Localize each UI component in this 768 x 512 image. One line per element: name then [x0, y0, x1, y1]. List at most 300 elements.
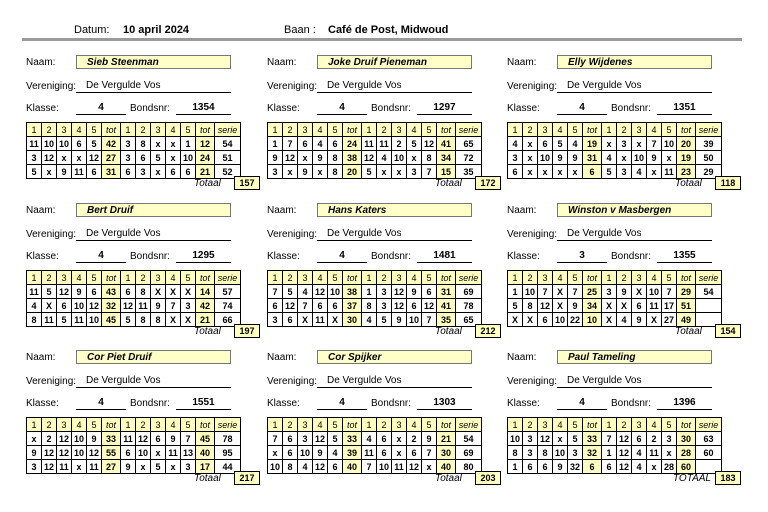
- score-cell: [696, 299, 722, 313]
- score-cell: 3: [407, 165, 422, 179]
- score-cell: x: [568, 165, 583, 179]
- klasse-label: Klasse:: [507, 103, 540, 114]
- player-scorecard: [267, 55, 503, 199]
- score-row: [27, 446, 241, 460]
- score-cell: 10: [508, 432, 523, 446]
- score-row: [508, 460, 722, 474]
- column-header: 5: [181, 271, 196, 285]
- bondsnr-value: 1303: [417, 396, 472, 410]
- score-cell: 3: [377, 299, 392, 313]
- bondsnr-label: Bondsnr:: [130, 398, 171, 409]
- club-name: De Vergulde Vos: [557, 374, 712, 388]
- column-header: 4: [313, 418, 328, 432]
- score-row: [268, 137, 482, 151]
- score-cell: 3: [27, 151, 42, 165]
- score-cell: 10: [268, 460, 283, 474]
- score-cell: 3: [27, 460, 42, 474]
- score-cell: 12: [57, 446, 72, 460]
- bondsnr-value: 1354: [176, 101, 231, 115]
- naam-label: Naam:: [26, 205, 56, 216]
- naam-label: Naam:: [26, 57, 56, 68]
- score-cell: 69: [456, 285, 482, 299]
- score-cell: 9: [298, 165, 313, 179]
- score-cell: 4: [632, 165, 647, 179]
- totaal-label: Totaal: [435, 178, 462, 189]
- score-cell: 8: [283, 460, 298, 474]
- score-row: [268, 313, 482, 327]
- score-cell: 30: [677, 432, 696, 446]
- score-cell: x: [422, 460, 437, 474]
- score-cell: 6: [72, 137, 87, 151]
- player-name: Bert Druif: [76, 203, 231, 217]
- player-total: 183: [715, 471, 741, 485]
- score-cell: 6: [87, 165, 102, 179]
- column-header: 5: [328, 271, 343, 285]
- score-row: [27, 299, 241, 313]
- column-header: 1: [602, 418, 617, 432]
- score-cell: 33: [343, 432, 362, 446]
- column-header: serie: [456, 271, 482, 285]
- klasse-label: Klasse:: [26, 103, 59, 114]
- score-cell: 5: [121, 313, 136, 327]
- club-name: De Vergulde Vos: [317, 374, 472, 388]
- score-cell: 7: [538, 285, 553, 299]
- bondsnr-value: 1295: [176, 249, 231, 263]
- score-cell: 11: [392, 460, 407, 474]
- score-header-row: [268, 418, 482, 432]
- score-cell: 74: [215, 299, 241, 313]
- score-cell: x: [283, 165, 298, 179]
- vereniging-label: Vereniging:: [26, 229, 77, 240]
- score-cell: x: [647, 165, 662, 179]
- score-cell: 69: [456, 446, 482, 460]
- score-row: [27, 313, 241, 327]
- column-header: 2: [377, 123, 392, 137]
- score-cell: X: [166, 285, 181, 299]
- column-header: tot: [343, 271, 362, 285]
- score-cell: 12: [87, 446, 102, 460]
- score-cell: 3: [181, 299, 196, 313]
- score-cell: 42: [102, 137, 121, 151]
- score-cell: 6: [313, 299, 328, 313]
- player-name: Hans Katers: [317, 203, 472, 217]
- score-cell: 6: [583, 165, 602, 179]
- column-header: 1: [602, 271, 617, 285]
- score-header-row: [268, 123, 482, 137]
- vereniging-label: Vereniging:: [26, 376, 77, 387]
- naam-label: Naam:: [267, 57, 297, 68]
- score-row: [508, 432, 722, 446]
- score-cell: 32: [568, 460, 583, 474]
- score-cell: 12: [42, 446, 57, 460]
- score-cell: 11: [57, 460, 72, 474]
- score-cell: 6: [328, 299, 343, 313]
- column-header: 3: [57, 123, 72, 137]
- score-row: [27, 460, 241, 474]
- column-header: 1: [362, 271, 377, 285]
- score-cell: 9: [392, 313, 407, 327]
- column-header: 1: [121, 123, 136, 137]
- klasse-label: Klasse:: [267, 103, 300, 114]
- column-header: 4: [553, 123, 568, 137]
- column-header: serie: [696, 123, 722, 137]
- score-cell: x: [553, 432, 568, 446]
- column-header: 1: [27, 418, 42, 432]
- klasse-value: 4: [557, 101, 607, 115]
- score-cell: 40: [196, 446, 215, 460]
- totaal-label: Totaal: [194, 178, 221, 189]
- column-header: 4: [407, 418, 422, 432]
- column-header: serie: [215, 123, 241, 137]
- column-header: 5: [87, 123, 102, 137]
- score-row: [508, 446, 722, 460]
- score-cell: x: [42, 165, 57, 179]
- score-cell: 7: [268, 432, 283, 446]
- column-header: 1: [268, 418, 283, 432]
- column-header: 3: [392, 271, 407, 285]
- score-cell: x: [27, 432, 42, 446]
- column-header: 4: [166, 123, 181, 137]
- column-header: 5: [662, 418, 677, 432]
- column-header: 2: [136, 418, 151, 432]
- score-cell: x: [662, 151, 677, 165]
- score-cell: 5: [407, 137, 422, 151]
- score-table: [267, 270, 482, 327]
- score-cell: 10: [72, 446, 87, 460]
- score-cell: x: [72, 460, 87, 474]
- score-cell: x: [392, 432, 407, 446]
- score-cell: 14: [196, 285, 215, 299]
- score-cell: 6: [136, 151, 151, 165]
- score-cell: 11: [27, 285, 42, 299]
- score-cell: 21: [196, 313, 215, 327]
- score-row: [508, 165, 722, 179]
- column-header: 3: [632, 418, 647, 432]
- score-cell: 23: [677, 165, 696, 179]
- score-row: [268, 285, 482, 299]
- score-cell: 72: [456, 151, 482, 165]
- score-cell: x: [523, 165, 538, 179]
- player-total: 217: [234, 471, 260, 485]
- score-cell: 60: [677, 460, 696, 474]
- column-header: 2: [617, 271, 632, 285]
- player-scorecard: [507, 55, 743, 199]
- column-header: 4: [72, 418, 87, 432]
- score-row: [27, 165, 241, 179]
- score-cell: X: [617, 299, 632, 313]
- column-header: 4: [313, 271, 328, 285]
- score-cell: 6: [538, 460, 553, 474]
- column-header: 2: [42, 418, 57, 432]
- score-cell: 10: [181, 151, 196, 165]
- score-cell: 31: [583, 151, 602, 165]
- score-cell: 10: [57, 137, 72, 151]
- player-scorecard: [267, 350, 503, 494]
- score-cell: x: [392, 446, 407, 460]
- score-cell: 55: [102, 446, 121, 460]
- column-header: 2: [523, 123, 538, 137]
- score-table: [507, 270, 722, 327]
- club-name: De Vergulde Vos: [76, 374, 231, 388]
- score-cell: 7: [662, 285, 677, 299]
- score-cell: 8: [136, 313, 151, 327]
- score-row: [268, 151, 482, 165]
- score-cell: 6: [151, 432, 166, 446]
- column-header: 4: [553, 418, 568, 432]
- score-cell: 6: [283, 313, 298, 327]
- score-table: [26, 122, 241, 179]
- score-cell: 8: [538, 446, 553, 460]
- column-header: 2: [617, 418, 632, 432]
- score-cell: 7: [422, 313, 437, 327]
- score-cell: 6: [523, 460, 538, 474]
- klasse-value: 4: [76, 101, 126, 115]
- player-name: Joke Druif Pieneman: [317, 55, 472, 69]
- score-cell: 6: [328, 460, 343, 474]
- totaal-label: Totaal: [675, 178, 702, 189]
- column-header: 3: [151, 271, 166, 285]
- score-cell: 1: [268, 137, 283, 151]
- score-header-row: [508, 271, 722, 285]
- column-header: 1: [27, 271, 42, 285]
- score-cell: 9: [121, 460, 136, 474]
- score-cell: 4: [508, 137, 523, 151]
- score-cell: x: [151, 446, 166, 460]
- column-header: tot: [677, 123, 696, 137]
- score-cell: 10: [662, 137, 677, 151]
- player-name: Paul Tameling: [557, 350, 712, 364]
- score-cell: 51: [215, 151, 241, 165]
- score-cell: 10: [523, 285, 538, 299]
- column-header: 4: [313, 123, 328, 137]
- score-cell: x: [632, 137, 647, 151]
- score-cell: 29: [696, 165, 722, 179]
- score-cell: 5: [57, 313, 72, 327]
- score-cell: 6: [377, 446, 392, 460]
- bondsnr-label: Bondsnr:: [130, 251, 171, 262]
- score-cell: 6: [602, 460, 617, 474]
- score-cell: 9: [632, 313, 647, 327]
- score-cell: 12: [422, 299, 437, 313]
- club-name: De Vergulde Vos: [317, 79, 472, 93]
- naam-label: Naam:: [507, 352, 537, 363]
- score-cell: 6: [57, 299, 72, 313]
- score-cell: 8: [508, 446, 523, 460]
- column-header: tot: [102, 418, 121, 432]
- column-header: 2: [283, 418, 298, 432]
- score-cell: 21: [196, 165, 215, 179]
- score-cell: X: [166, 313, 181, 327]
- score-cell: 24: [196, 151, 215, 165]
- score-cell: 4: [602, 151, 617, 165]
- score-cell: 32: [583, 446, 602, 460]
- column-header: 4: [72, 271, 87, 285]
- score-cell: 10: [647, 285, 662, 299]
- score-cell: 21: [437, 432, 456, 446]
- bondsnr-label: Bondsnr:: [611, 103, 652, 114]
- score-cell: 3: [508, 151, 523, 165]
- score-cell: 78: [456, 299, 482, 313]
- column-header: tot: [583, 123, 602, 137]
- score-cell: X: [42, 299, 57, 313]
- score-cell: X: [553, 299, 568, 313]
- score-cell: X: [298, 313, 313, 327]
- score-cell: 40: [437, 460, 456, 474]
- player-name: Winston v Masbergen: [557, 203, 712, 217]
- column-header: tot: [677, 271, 696, 285]
- datum-label: Datum:: [74, 24, 110, 36]
- score-cell: 10: [136, 446, 151, 460]
- score-cell: 12: [617, 432, 632, 446]
- score-table: [267, 122, 482, 179]
- score-cell: 4: [313, 137, 328, 151]
- totaal-label: TOTAAL: [673, 473, 711, 484]
- bondsnr-value: 1355: [657, 249, 712, 263]
- column-header: tot: [196, 123, 215, 137]
- klasse-value: 4: [557, 396, 607, 410]
- score-cell: 54: [456, 432, 482, 446]
- score-cell: 28: [662, 460, 677, 474]
- column-header: 3: [57, 418, 72, 432]
- score-cell: X: [553, 285, 568, 299]
- club-name: De Vergulde Vos: [557, 79, 712, 93]
- score-cell: 5: [602, 165, 617, 179]
- header-divider: [22, 38, 742, 41]
- bondsnr-value: 1551: [176, 396, 231, 410]
- score-header-row: [268, 271, 482, 285]
- score-header-row: [508, 418, 722, 432]
- score-cell: 3: [121, 137, 136, 151]
- bondsnr-value: 1297: [417, 101, 472, 115]
- score-cell: 1: [181, 137, 196, 151]
- score-cell: 42: [196, 299, 215, 313]
- score-cell: 11: [27, 137, 42, 151]
- score-cell: 45: [102, 313, 121, 327]
- column-header: 5: [662, 123, 677, 137]
- column-header: 5: [422, 418, 437, 432]
- score-header-row: [27, 271, 241, 285]
- score-cell: 11: [647, 299, 662, 313]
- klasse-label: Klasse:: [26, 251, 59, 262]
- score-header-row: [27, 123, 241, 137]
- score-cell: x: [538, 165, 553, 179]
- score-cell: 3: [523, 446, 538, 460]
- score-cell: x: [617, 151, 632, 165]
- klasse-value: 4: [76, 396, 126, 410]
- column-header: 1: [508, 271, 523, 285]
- column-header: 4: [166, 271, 181, 285]
- score-cell: 3: [136, 165, 151, 179]
- score-cell: x: [392, 165, 407, 179]
- club-name: De Vergulde Vos: [76, 79, 231, 93]
- score-cell: 19: [677, 151, 696, 165]
- score-cell: 5: [87, 137, 102, 151]
- score-cell: 4: [328, 446, 343, 460]
- column-header: 1: [508, 123, 523, 137]
- score-cell: x: [662, 446, 677, 460]
- score-cell: 11: [72, 313, 87, 327]
- score-cell: 9: [568, 151, 583, 165]
- score-cell: 12: [87, 151, 102, 165]
- bondsnr-value: 1396: [657, 396, 712, 410]
- column-header: tot: [437, 271, 456, 285]
- score-cell: 80: [456, 460, 482, 474]
- player-scorecard: [26, 55, 262, 199]
- vereniging-label: Vereniging:: [267, 376, 318, 387]
- score-cell: 50: [696, 151, 722, 165]
- score-cell: 11: [42, 313, 57, 327]
- score-cell: 5: [151, 151, 166, 165]
- score-cell: x: [523, 137, 538, 151]
- score-cell: 33: [583, 432, 602, 446]
- baan-label: Baan :: [284, 24, 316, 36]
- score-cell: 7: [422, 165, 437, 179]
- klasse-value: 4: [76, 249, 126, 263]
- column-header: 1: [508, 418, 523, 432]
- score-cell: 3: [268, 165, 283, 179]
- score-cell: 8: [328, 165, 343, 179]
- score-cell: X: [151, 285, 166, 299]
- score-cell: 12: [57, 432, 72, 446]
- score-cell: 11: [87, 460, 102, 474]
- column-header: 1: [268, 123, 283, 137]
- totaal-label: Totaal: [194, 326, 221, 337]
- player-scorecard: [26, 350, 262, 494]
- bondsnr-value: 1351: [657, 101, 712, 115]
- bondsnr-label: Bondsnr:: [371, 251, 412, 262]
- score-cell: 3: [377, 285, 392, 299]
- column-header: 3: [298, 418, 313, 432]
- score-cell: 10: [328, 285, 343, 299]
- bondsnr-label: Bondsnr:: [130, 103, 171, 114]
- score-cell: 9: [617, 285, 632, 299]
- score-cell: x: [57, 151, 72, 165]
- score-cell: 44: [215, 460, 241, 474]
- naam-label: Naam:: [507, 57, 537, 68]
- score-cell: 6: [407, 299, 422, 313]
- score-header-row: [27, 418, 241, 432]
- score-cell: x: [166, 151, 181, 165]
- score-cell: 3: [298, 432, 313, 446]
- score-cell: x: [647, 460, 662, 474]
- score-cell: 5: [362, 165, 377, 179]
- score-cell: x: [151, 137, 166, 151]
- score-cell: 1: [508, 460, 523, 474]
- score-cell: X: [602, 313, 617, 327]
- column-header: 2: [136, 271, 151, 285]
- score-cell: 3: [121, 151, 136, 165]
- score-cell: 27: [102, 151, 121, 165]
- vereniging-label: Vereniging:: [507, 376, 558, 387]
- score-cell: 12: [362, 151, 377, 165]
- score-cell: 3: [602, 285, 617, 299]
- score-cell: 5: [42, 285, 57, 299]
- score-cell: X: [523, 313, 538, 327]
- score-row: [27, 285, 241, 299]
- score-cell: 11: [647, 446, 662, 460]
- score-cell: 11: [662, 165, 677, 179]
- score-cell: 12: [87, 299, 102, 313]
- column-header: serie: [456, 418, 482, 432]
- column-header: 4: [72, 123, 87, 137]
- score-cell: 10: [553, 313, 568, 327]
- score-cell: 52: [215, 165, 241, 179]
- score-cell: 12: [136, 432, 151, 446]
- bondsnr-label: Bondsnr:: [371, 398, 412, 409]
- column-header: 2: [523, 271, 538, 285]
- column-header: 5: [568, 418, 583, 432]
- score-cell: x: [136, 460, 151, 474]
